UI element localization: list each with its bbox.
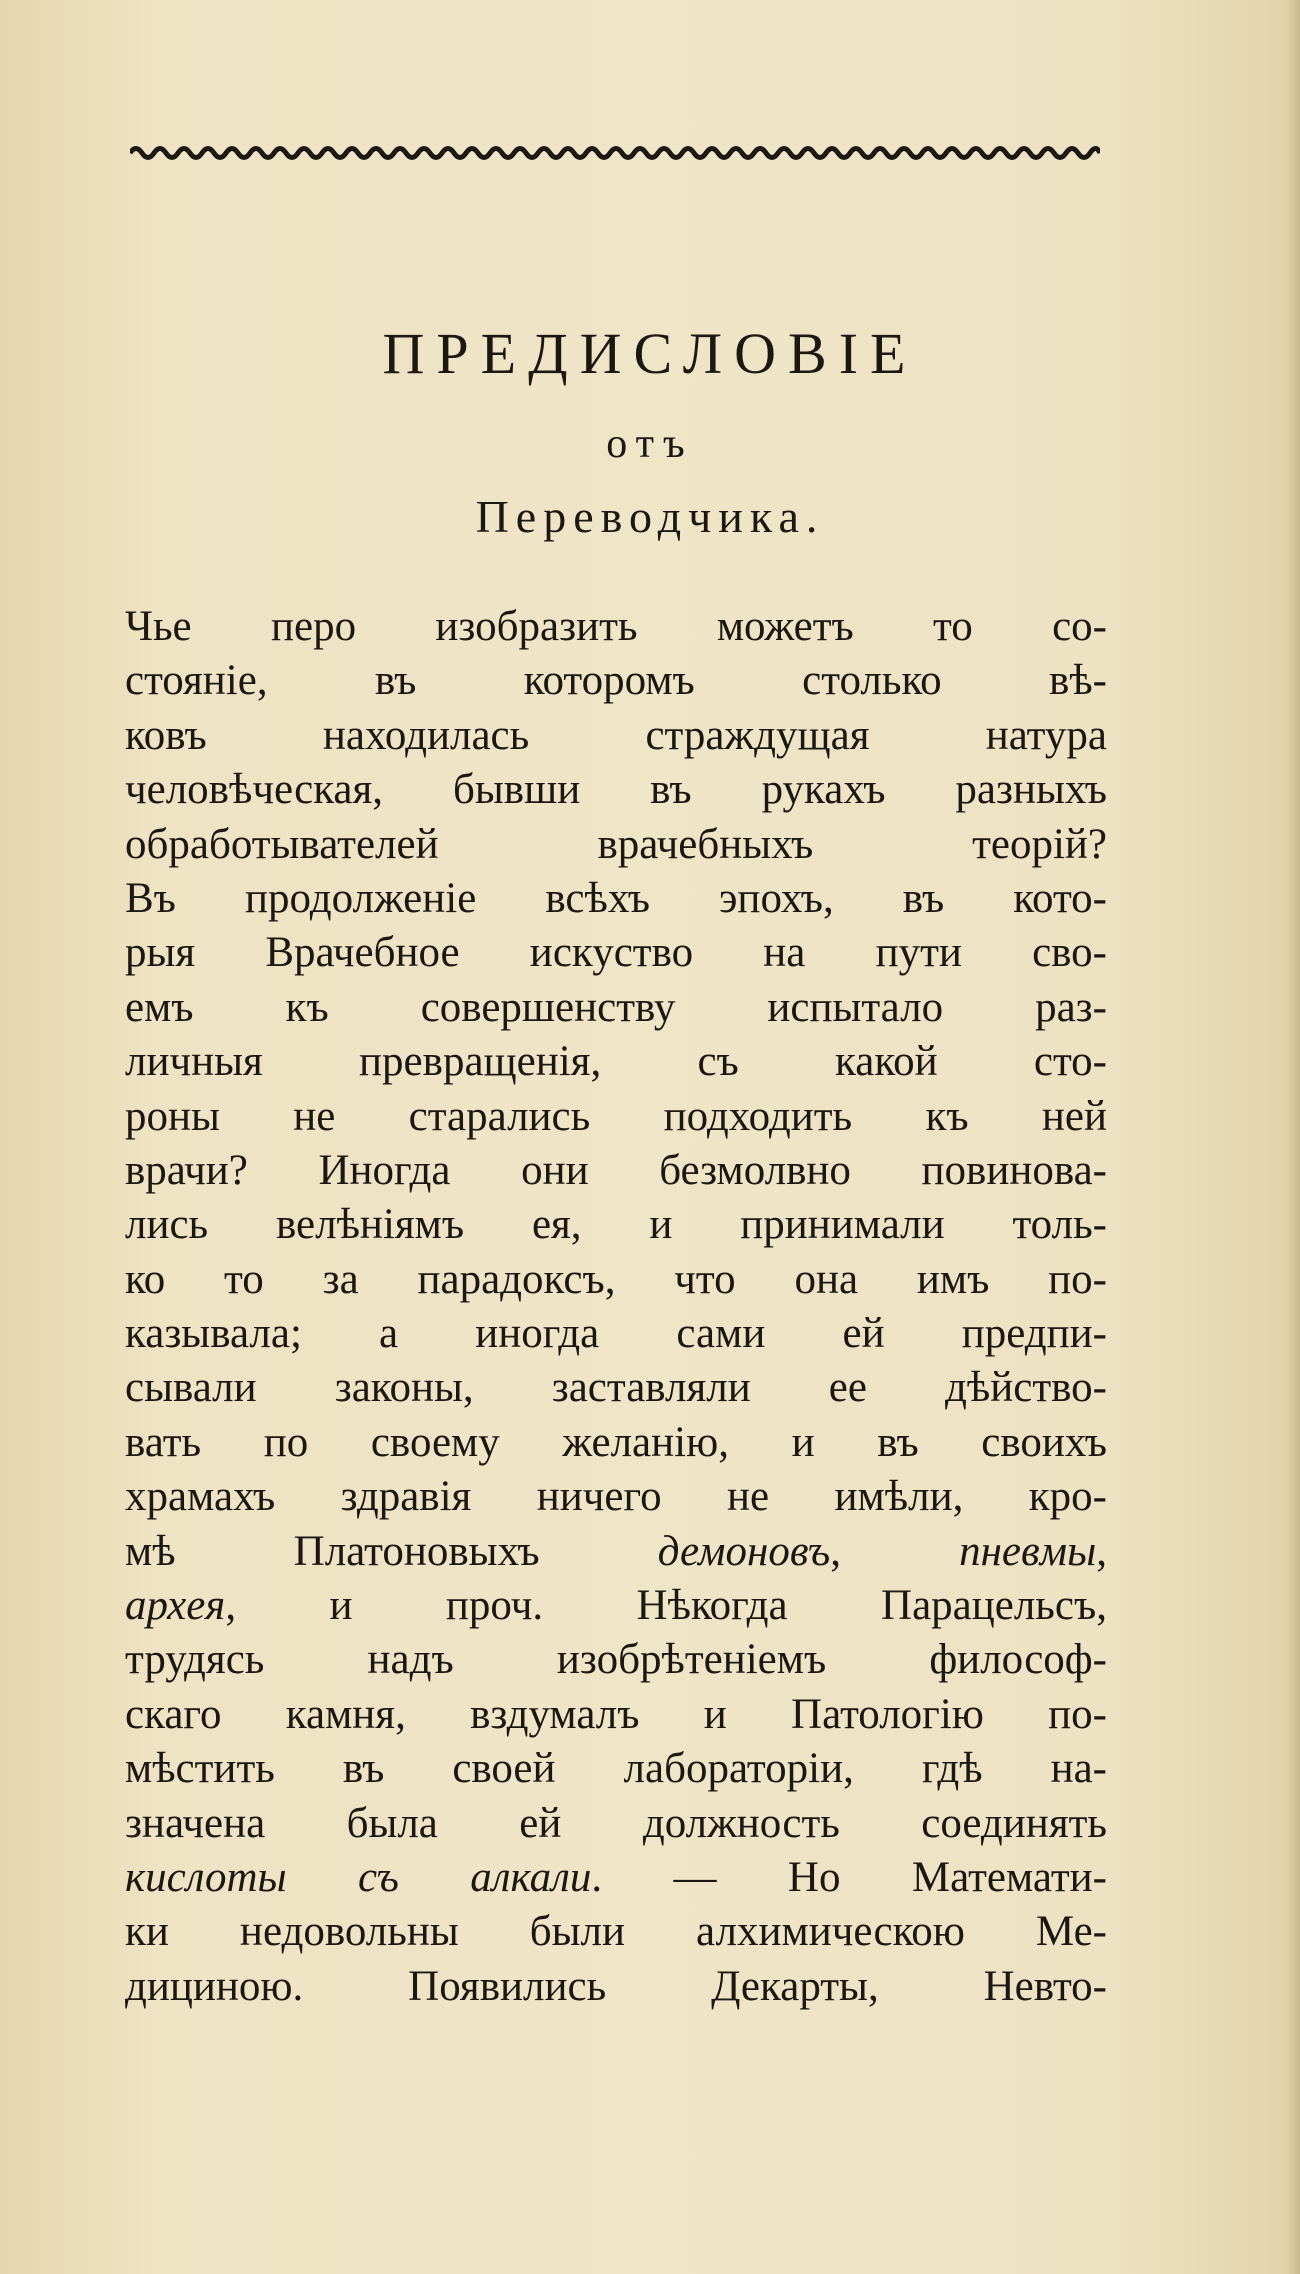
text-segment: Чье перо изобразить можетъ то со- (125, 603, 1107, 650)
text-line (125, 1742, 1107, 1796)
italic-term: архея (125, 1582, 226, 1630)
text-line (125, 1307, 1107, 1361)
text-segment: , (1096, 1527, 1107, 1575)
text-segment: рыя Врачебное искуство на пути сво- (125, 929, 1107, 977)
text-line (125, 1688, 1107, 1742)
text-segment: , (830, 1527, 960, 1575)
text-line (125, 763, 1107, 817)
text-line (125, 872, 1107, 926)
text-segment: роны не старались подходить къ ней (125, 1092, 1107, 1140)
text-segment: дициною. Появились Декарты, Невто- (125, 1962, 1107, 2010)
text-segment: Въ продолженіе всѣхъ эпохъ, въ кото- (125, 874, 1107, 922)
text-line (125, 1633, 1107, 1687)
text-line (125, 818, 1107, 872)
text-line (125, 1960, 1107, 2014)
text-segment: обработывателей врачебныхъ теорій? (125, 820, 1107, 868)
text-segment: личныя превращенія, съ какой сто- (125, 1038, 1107, 1086)
text-segment: ки недовольны были алхимическою Ме- (125, 1908, 1107, 1956)
text-segment: ковъ находилась страждущая натура (125, 711, 1107, 759)
text-segment: сывали законы, заставляли ее дѣйство- (125, 1364, 1107, 1412)
title-preposition: отъ (606, 421, 694, 467)
text-segment: , и проч. Нѣкогда Парацельсъ, (225, 1582, 1107, 1630)
text-segment: казывала; а иногда сами ей предпи- (125, 1310, 1107, 1358)
title-translator: Переводчика. (475, 491, 825, 542)
text-line (125, 1905, 1107, 1959)
italic-term: пневмы (959, 1527, 1097, 1575)
text-segment: скаго камня, вздумалъ и Патологію по- (125, 1690, 1107, 1738)
page-edge-shadow (1286, 0, 1300, 2274)
text-segment: лись велѣніямъ ея, и принимали толь- (125, 1201, 1107, 1249)
text-segment: врачи? Иногда они безмолвно повинова- (125, 1146, 1107, 1194)
text-segment: емъ къ совершенству испытало раз- (125, 983, 1107, 1031)
text-line (125, 1198, 1107, 1252)
text-segment: мѣстить въ своей лабораторіи, гдѣ на- (125, 1745, 1107, 1793)
text-line (125, 1035, 1107, 1089)
page-title: ПРЕДИСЛОВІЕ (382, 321, 918, 386)
text-segment: . — Но Математи- (591, 1853, 1107, 1901)
text-line (125, 1090, 1107, 1144)
text-segment: человѣческая, бывши въ рукахъ разныхъ (125, 766, 1107, 814)
text-line (125, 709, 1107, 763)
text-line (125, 1579, 1107, 1633)
preface-body-text (125, 600, 1107, 2014)
text-line (125, 1416, 1107, 1470)
text-line (125, 1525, 1107, 1579)
italic-term: кислоты съ алкали (125, 1853, 592, 1901)
text-line (125, 600, 1107, 654)
text-line (125, 1253, 1107, 1307)
text-segment: ко то за парадоксъ, что она имъ по- (125, 1255, 1107, 1303)
text-segment: значена была ей должность соединять (125, 1799, 1107, 1847)
text-line (125, 654, 1107, 708)
text-line (125, 1851, 1107, 1905)
text-segment: вать по своему желанію, и въ своихъ (125, 1418, 1107, 1466)
text-line (125, 1144, 1107, 1198)
ornament-wave-icon (130, 142, 1100, 164)
text-segment: стояніе, въ которомъ столько вѣ- (125, 657, 1107, 705)
italic-term: демоновъ (657, 1527, 831, 1575)
ornamental-border (130, 142, 1100, 164)
text-segment: трудясь надъ изобрѣтеніемъ философ- (125, 1636, 1107, 1684)
text-line (125, 1361, 1107, 1415)
text-line (125, 981, 1107, 1035)
text-segment: храмахъ здравія ничего не имѣли, кро- (125, 1473, 1107, 1521)
text-line (125, 1470, 1107, 1524)
text-line (125, 1797, 1107, 1851)
text-line (125, 926, 1107, 980)
text-segment: мѣ Платоновыхъ (125, 1527, 658, 1575)
